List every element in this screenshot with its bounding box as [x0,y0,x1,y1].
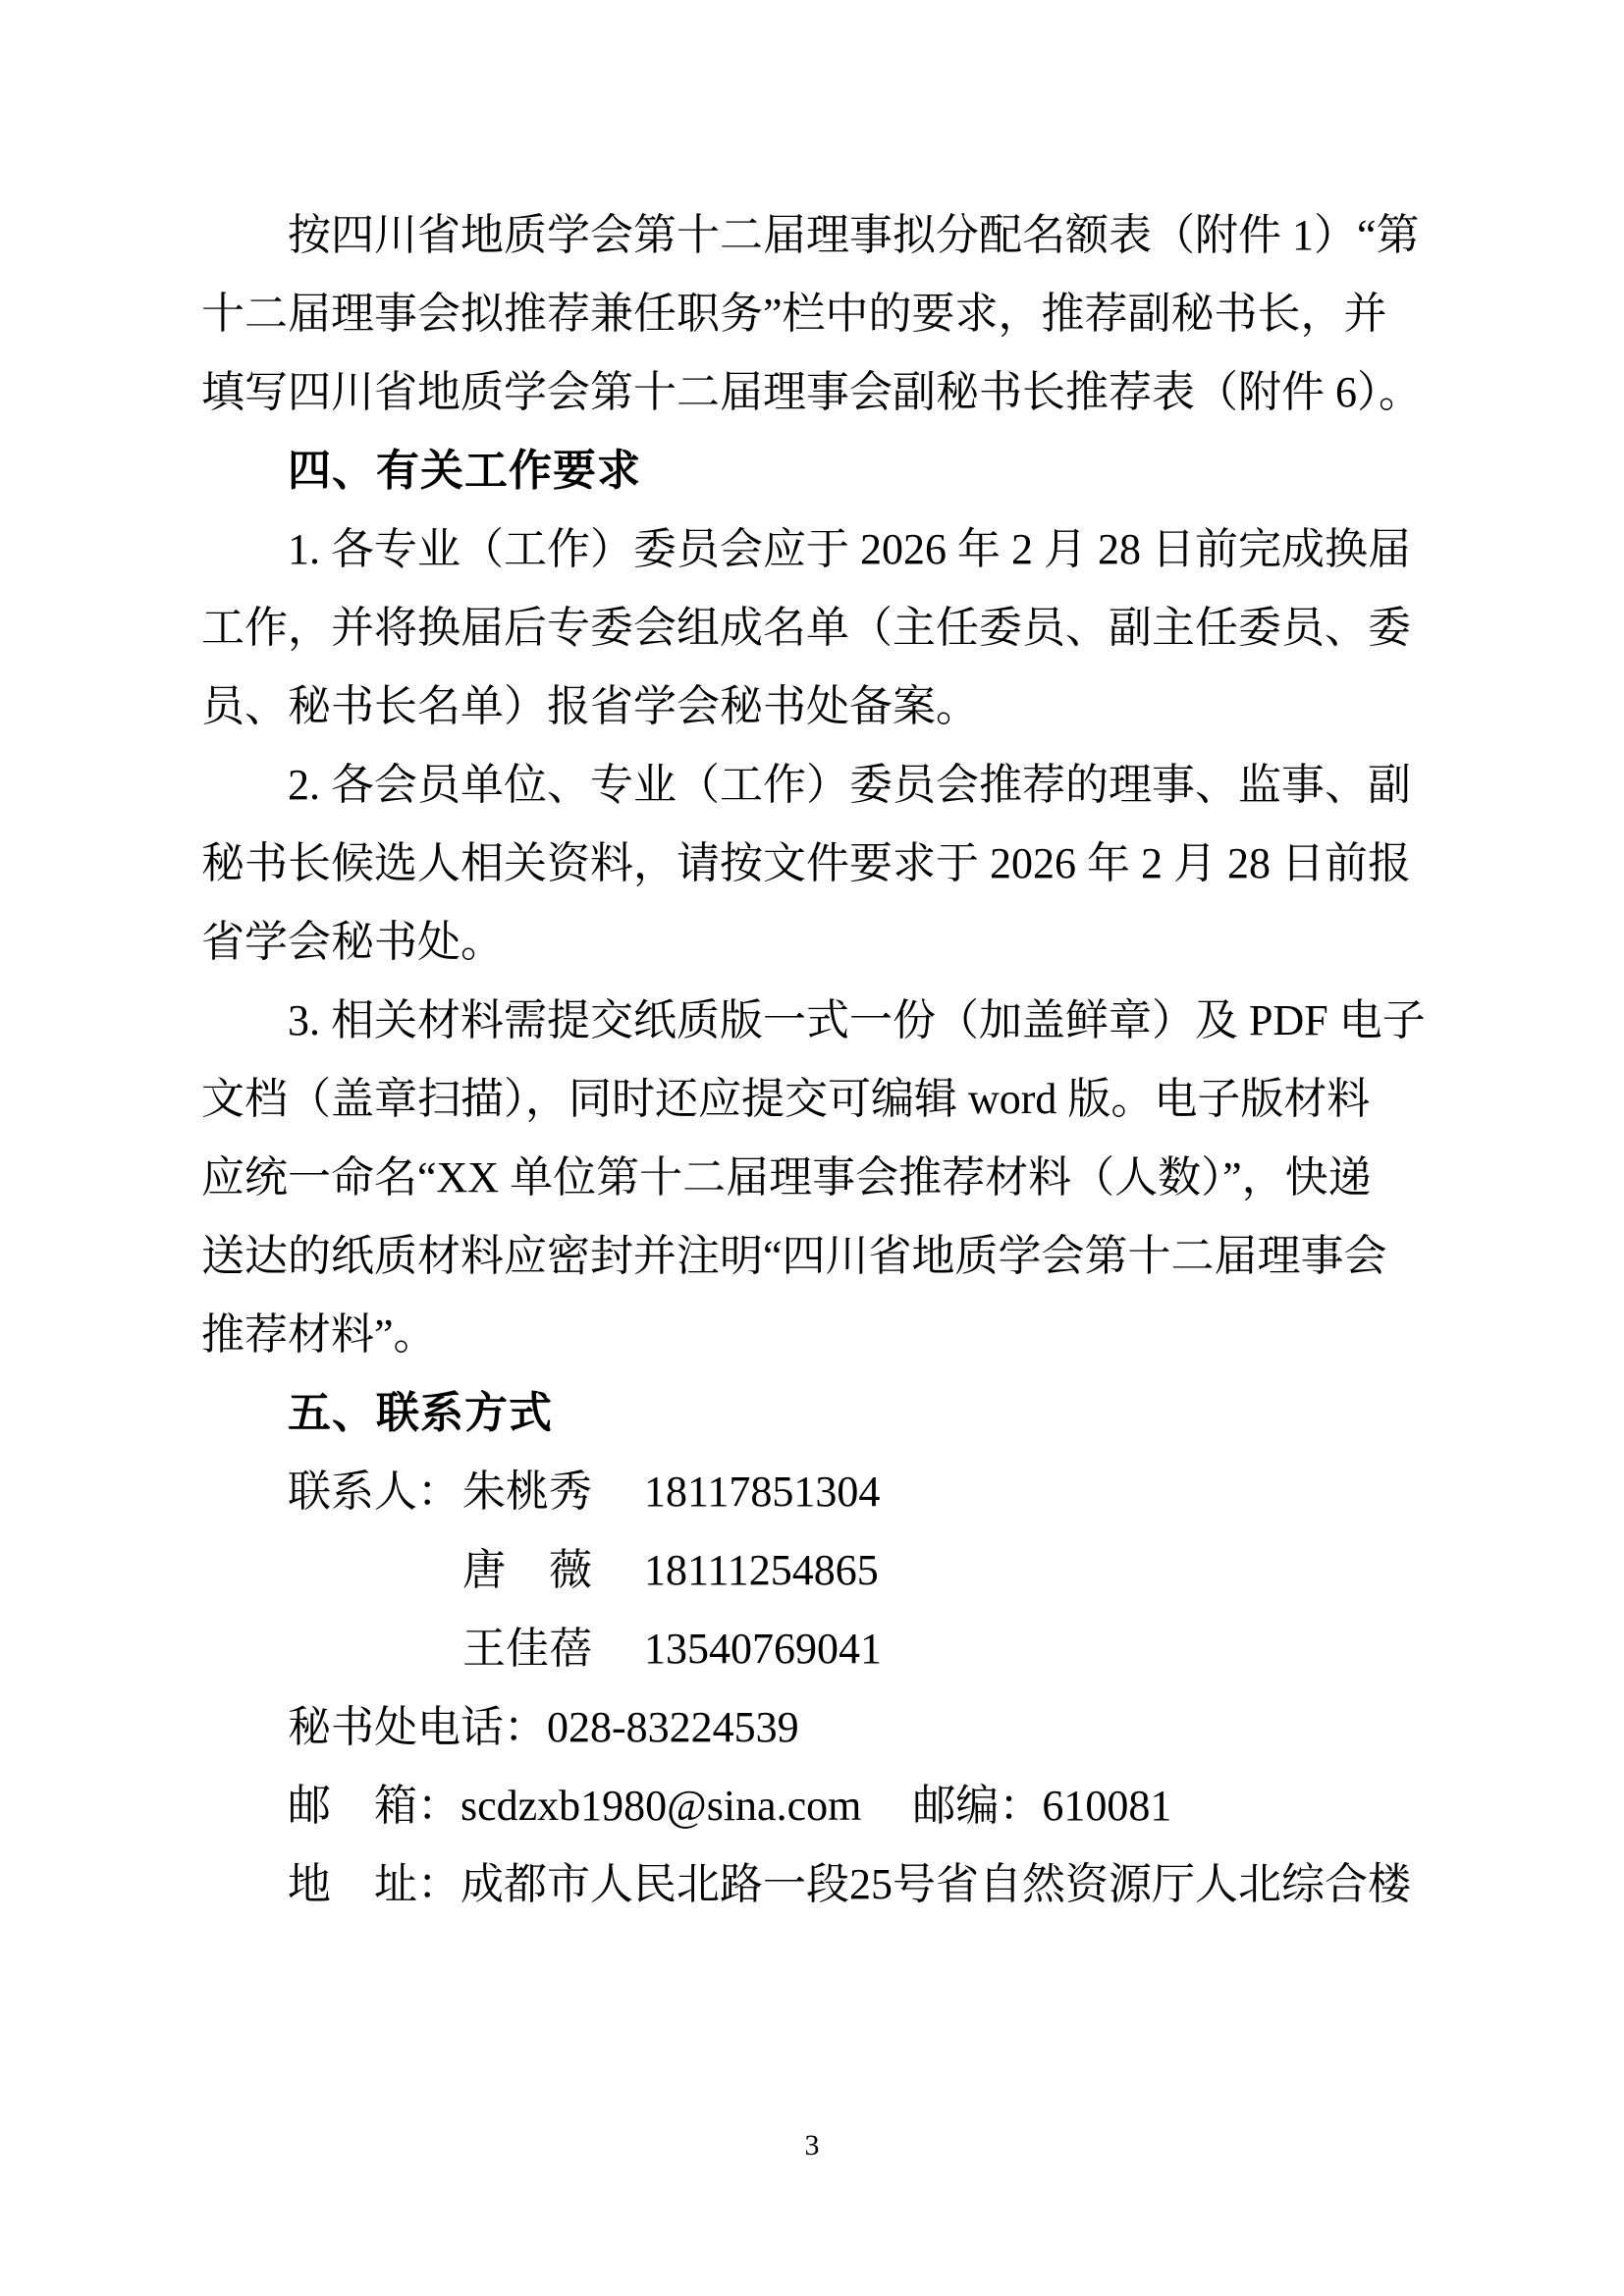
address-label: 地 址： [288,1860,460,1908]
section4-item3-line-4: 送达的纸质材料应密封并注明“四川省地质学会第十二届理事会 [201,1232,1387,1280]
section4-item2-line-2: 秘书长候选人相关资料，请按文件要求于 2026 年 2 月 28 日前报 [201,839,1411,887]
section4-item1-line-1: 1. 各专业（工作）委员会应于 2026 年 2 月 28 日前完成换届 [288,525,1411,573]
document-body [201,196,1438,1924]
email-value: scdzxb1980@sina.com [460,1782,862,1830]
secretariat-phone-line [201,1688,1438,1767]
email-label: 邮 箱： [288,1782,460,1830]
contact-person-row [201,1453,1438,1531]
intro-line-2: 十二届理事会拟推荐兼任职务”栏中的要求，推荐副秘书长，并 [201,290,1387,338]
section4-item3-line-3: 应统一命名“XX 单位第十二届理事会推荐材料（人数）”，快递 [201,1153,1372,1201]
section5-heading: 五、联系方式 [288,1389,553,1437]
contact-person-phone: 18111254865 [644,1546,879,1594]
section4-item3-line-2: 文档（盖章扫描），同时还应提交可编辑 word 版。电子版材料 [201,1075,1371,1123]
postcode-value: 610081 [1042,1782,1172,1830]
secretariat-phone-value: 028-83224539 [547,1703,799,1751]
contact-person-phone: 18117851304 [644,1468,881,1516]
contact-person-name: 唐 薇 [462,1546,592,1594]
address-value: 成都市人民北路一段25号省自然资源厅人北综合楼 [460,1860,1411,1908]
contact-label-empty [288,1531,462,1610]
contact-label: 联系人： [288,1468,460,1516]
postcode-label: 邮编： [912,1782,1043,1830]
section4-item1-line-3: 员、秘书长名单）报省学会秘书处备案。 [201,682,979,730]
page-number: 3 [804,2129,820,2162]
section4-item3-line-1: 3. 相关材料需提交纸质版一式一份（加盖鲜章）及 PDF 电子 [288,996,1426,1044]
section4-item1-line-2: 工作，并将换届后专委会组成名单（主任委员、副主任委员、委 [201,604,1411,652]
address-line [201,1845,1438,1924]
secretariat-phone-label: 秘书处电话： [288,1703,547,1751]
contact-label-empty [288,1610,462,1688]
section4-item2-line-3: 省学会秘书处。 [201,918,504,966]
email-line [201,1767,1438,1845]
contact-person-row [201,1531,1438,1610]
section4-item2-line-1: 2. 各会员单位、专业（工作）委员会推荐的理事、监事、副 [288,761,1411,809]
contact-person-row [201,1610,1438,1688]
intro-line-1: 按四川省地质学会第十二届理事拟分配名额表（附件 1）“第 [288,211,1420,259]
section4-heading: 四、有关工作要求 [288,447,641,495]
contact-person-name: 朱桃秀 [462,1468,592,1516]
intro-line-3: 填写四川省地质学会第十二届理事会副秘书长推荐表（附件 6）。 [201,368,1422,416]
section4-item3-line-5: 推荐材料”。 [201,1310,437,1359]
contact-person-phone: 13540769041 [644,1625,882,1673]
contact-person-name: 王佳蓓 [462,1625,592,1673]
